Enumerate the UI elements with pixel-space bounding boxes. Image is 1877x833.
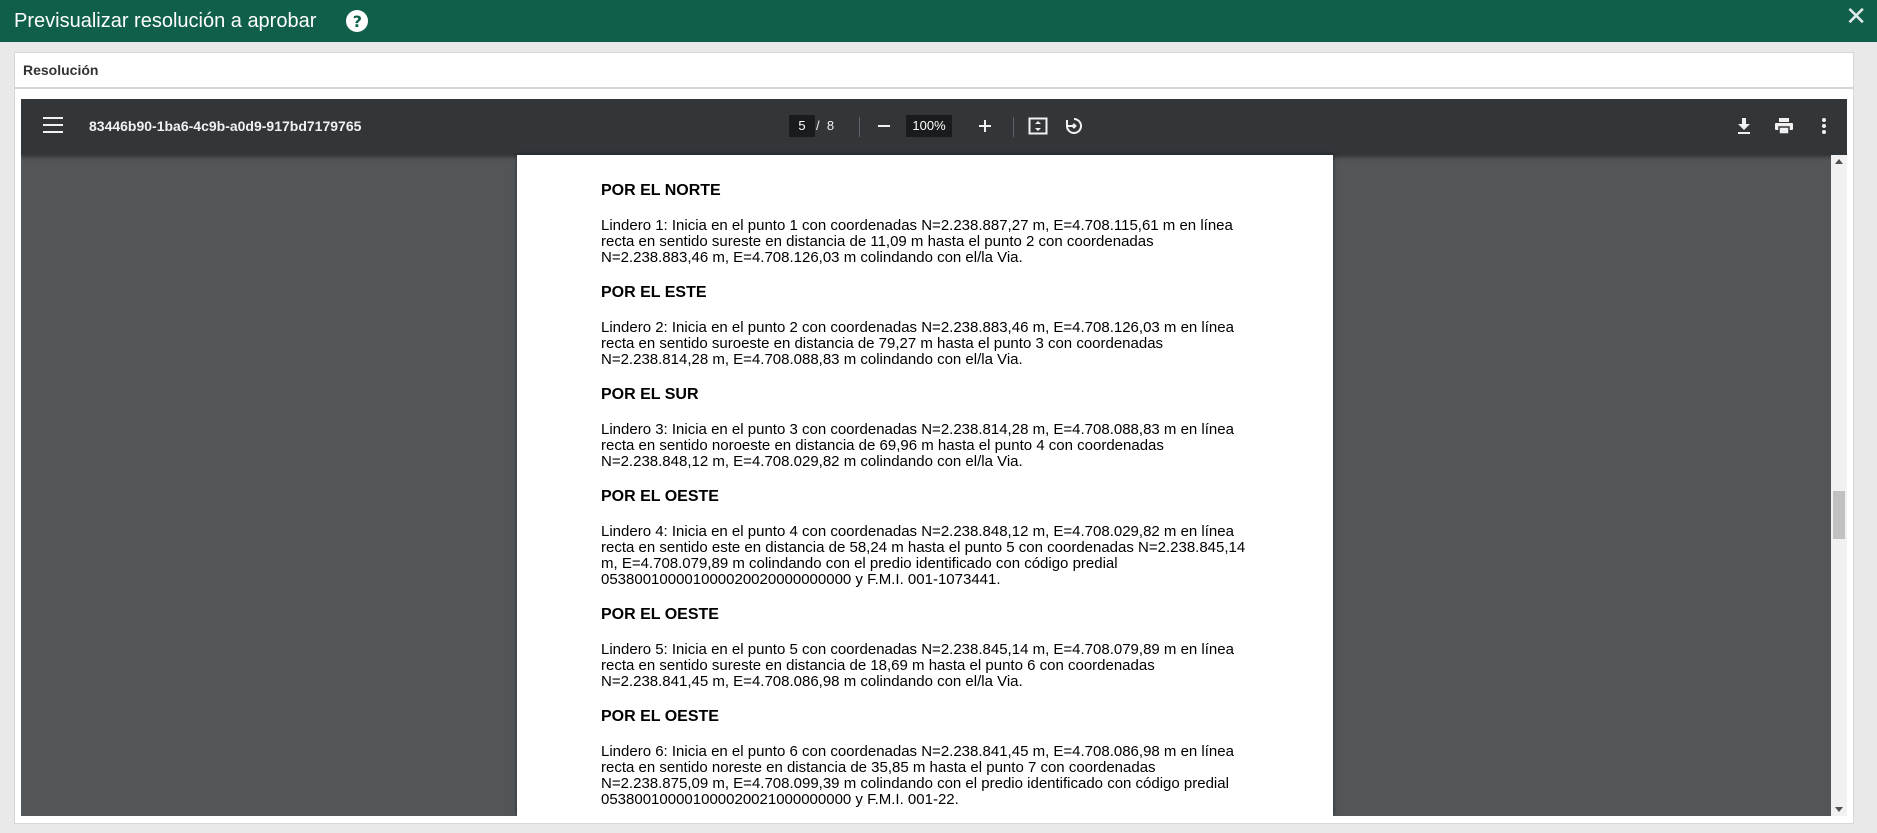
- document-name: 83446b90-1ba6-4c9b-a0d9-917bd7179765: [89, 118, 362, 134]
- section-title: POR EL ESTE: [601, 284, 707, 301]
- page-separator: /: [816, 118, 820, 133]
- section-title: POR EL OESTE: [601, 606, 719, 623]
- pdf-page: [517, 155, 1333, 816]
- section: [601, 386, 1261, 470]
- section-body: Lindero 3: Inicia en el punto 3 con coordenadas N=2.238.814,28 m, E=4.708.088,83 m en línea recta en sentido noroeste en distancia de 69,96 m hasta el punto 4 con coordenadas N=2.238.848,12 m, E=4.708.029,82 m colindando con el/la Via.: [601, 421, 1234, 470]
- menu-icon[interactable]: [43, 117, 63, 133]
- section-body: Lindero 6: Inicia en el punto 6 con coordenadas N=2.238.841,45 m, E=4.708.086,98 m en línea recta en sentido noreste en distancia de 35,85 m hasta el punto 7 con coordenadas N=2.238.875,09 m, E=4.708.099,39 m colindando con el predio identificado con código predial 053800100001000020021000000000 y F.M.I. 001-22.: [601, 743, 1234, 808]
- section: [601, 606, 1261, 690]
- print-icon[interactable]: [1771, 113, 1797, 139]
- section-title: POR EL OESTE: [601, 708, 719, 725]
- section-body: Lindero 2: Inicia en el punto 2 con coordenadas N=2.238.883,46 m, E=4.708.126,03 m en línea recta en sentido suroeste en distancia de 79,27 m hasta el punto 3 con coordenadas N=2.238.814,28 m, E=4.708.088,83 m colindando con el/la Via.: [601, 319, 1234, 368]
- scroll-down-icon[interactable]: [1835, 807, 1843, 812]
- close-icon[interactable]: ✕: [1845, 2, 1867, 32]
- divider: [859, 117, 860, 137]
- section-body: Lindero 1: Inicia en el punto 1 con coordenadas N=2.238.887,27 m, E=4.708.115,61 m en línea recta en sentido sureste en distancia de 11,09 m hasta el punto 2 con coordenadas N=2.238.883,46 m, E=4.708.126,03 m colindando con el/la Via.: [601, 217, 1233, 266]
- total-pages: 8: [826, 118, 835, 133]
- section-body: Lindero 4: Inicia en el punto 4 con coordenadas N=2.238.848,12 m, E=4.708.029,82 m en línea recta en sentido este en distancia de 58,24 m hasta el punto 5 con coordenadas N=2.238.845,14 m, E=4.708.079,89 m colindando con el predio identificado con código predial 053800100001000020020000000000 y F.M.I. 001-1073441.: [601, 523, 1246, 588]
- dialog-header: [0, 0, 1877, 42]
- section: [601, 284, 1261, 368]
- divider: [1013, 117, 1014, 137]
- zoom-in-icon[interactable]: [972, 113, 998, 139]
- section-title: POR EL SUR: [601, 386, 699, 403]
- download-icon[interactable]: [1731, 113, 1757, 139]
- help-icon[interactable]: ?: [346, 10, 368, 32]
- panel-header: Resolución: [15, 53, 1853, 89]
- vertical-scrollbar[interactable]: [1831, 155, 1847, 816]
- page-content: [601, 182, 1261, 816]
- pdf-toolbar: [21, 99, 1847, 155]
- page-count: [816, 118, 834, 133]
- zoom-out-icon[interactable]: [871, 113, 897, 139]
- pdf-viewer: [21, 99, 1847, 816]
- zoom-input[interactable]: 100%: [906, 115, 952, 137]
- section: [601, 708, 1261, 808]
- fit-page-icon[interactable]: [1025, 113, 1051, 139]
- resolution-panel: [14, 52, 1854, 824]
- section-body: Lindero 5: Inicia en el punto 5 con coordenadas N=2.238.845,14 m, E=4.708.079,89 m en línea recta en sentido sureste en distancia de 18,69 m hasta el punto 6 con coordenadas N=2.238.841,45 m, E=4.708.086,98 m colindando con el/la Via.: [601, 641, 1234, 690]
- section-title: POR EL NORTE: [601, 182, 721, 199]
- scroll-up-icon[interactable]: [1835, 159, 1843, 164]
- page-number-input[interactable]: 5: [789, 115, 815, 137]
- dialog-title: Previsualizar resolución a aprobar: [14, 9, 317, 32]
- section: [601, 488, 1261, 588]
- section: [601, 182, 1261, 266]
- scrollbar-thumb[interactable]: [1833, 491, 1845, 539]
- more-options-icon[interactable]: [1811, 113, 1837, 139]
- rotate-icon[interactable]: [1061, 113, 1087, 139]
- section-title: POR EL OESTE: [601, 488, 719, 505]
